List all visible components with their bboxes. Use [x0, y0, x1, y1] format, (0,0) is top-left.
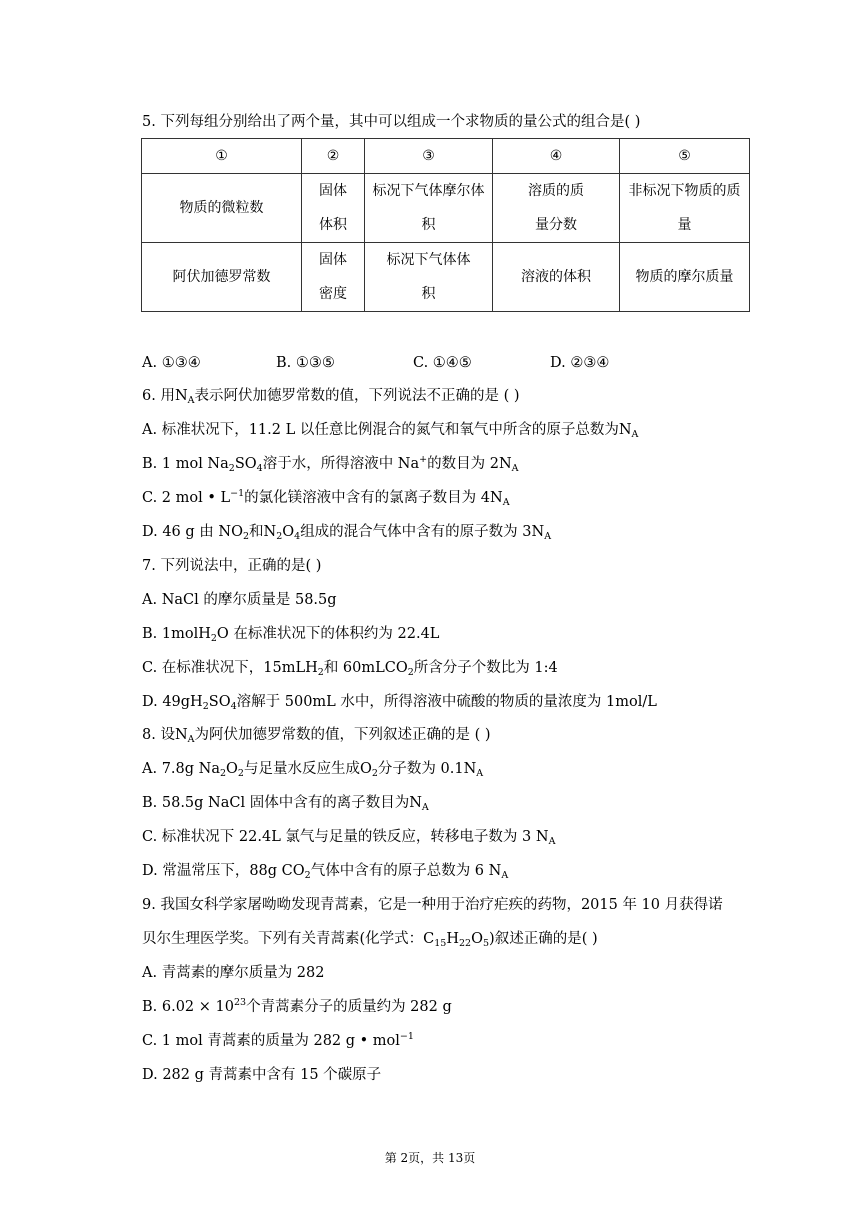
q5-options — [142, 352, 762, 374]
q5-option-d[interactable]: D. ②③④ — [550, 355, 610, 371]
table-cell: 固体密度 — [302, 243, 365, 312]
table-header-cell: ④ — [493, 139, 620, 174]
q8-option-a[interactable]: A. 7.8g $Na_2O_2$与足量水反应生成$O_2$分子数为 $0.1N_A$ — [142, 761, 484, 779]
q6-option-b[interactable]: B. 1 mol $Na_2SO_4$溶于水，所得溶液中 Na+的数目为 $2N_A$ — [142, 454, 519, 474]
q6-stem: 6. 用$N_A$表示阿伏加德罗常数的值，下列说法不正确的是 ( ) — [142, 388, 520, 406]
q7-stem: 7. 下列说法中，正确的是( ) — [142, 558, 322, 574]
q5-table — [141, 138, 750, 312]
table-cell: 固体体积 — [302, 174, 365, 243]
page-footer: 第 2页，共 13页 — [384, 1151, 476, 1165]
table-cell: 阿伏加德罗常数 — [142, 243, 302, 312]
q9-option-b[interactable]: B. $6.02 \times 10^{23}$个青蒿素分子的质量约为 282 g — [142, 997, 452, 1015]
q7-option-c[interactable]: C. 在标准状况下，15mLH$_2$和 60mLCO$_2$所含分子个数比为 1:4 — [142, 660, 558, 678]
table-cell: 标况下气体摩尔体积 — [365, 174, 493, 243]
table-cell: 溶液的体积 — [493, 243, 620, 312]
table-cell: 溶质的质量分数 — [493, 174, 620, 243]
q6-option-d[interactable]: D. 46 g 由 $NO_2$和$N_2O_4$组成的混合气体中含有的原子数为 $3N_A$ — [142, 524, 552, 542]
table-cell: 标况下气体体积 — [365, 243, 493, 312]
table-header-cell: ① — [142, 139, 302, 174]
q6-option-a[interactable]: A. 标准状况下，11.2 L 以任意比例混合的氮气和氧气中所含的原子总数为$N_A$ — [142, 422, 639, 440]
table-cell: 非标况下物质的质量 — [620, 174, 750, 243]
q5-option-a[interactable]: A. ①③④ — [142, 355, 201, 371]
q8-option-b[interactable]: B. 58.5g NaCl 固体中含有的离子数目为$N_A$ — [142, 795, 429, 813]
q9-option-c[interactable]: C. 1 mol 青蒿素的质量为 282 g • mol$^{-1}$ — [142, 1031, 414, 1049]
q5-option-b[interactable]: B. ①③⑤ — [276, 355, 335, 371]
table-row — [142, 174, 750, 243]
q6-option-c[interactable]: C. 2 mol • $L^{-1}$的氯化镁溶液中含有的氯离子数目为 $4N_A$ — [142, 488, 510, 508]
q9-option-d[interactable]: D. 282 g 青蒿素中含有 15 个碳原子 — [142, 1067, 382, 1083]
q5-option-c[interactable]: C. ①④⑤ — [413, 355, 472, 371]
table-header-cell: ② — [302, 139, 365, 174]
table-cell: 物质的摩尔质量 — [620, 243, 750, 312]
q8-option-c[interactable]: C. 标准状况下 22.4L 氯气与足量的铁反应，转移电子数为 3 $N_A$ — [142, 829, 556, 847]
q7-option-a[interactable]: A. NaCl 的摩尔质量是 58.5g — [142, 592, 337, 608]
q9-stem-line1: 9. 我国女科学家屠呦呦发现青蒿素，它是一种用于治疗疟疾的药物，2015 年 10 月获得诺 — [142, 897, 723, 913]
q9-stem-line2: 贝尔生理医学奖。下列有关青蒿素(化学式：$C_{15}H_{22}O_5$)叙述正确的是( ) — [142, 931, 598, 949]
table-cell: 物质的微粒数 — [142, 174, 302, 243]
q7-option-b[interactable]: B. 1molH$_2$O 在标准状况下的体积约为 22.4L — [142, 626, 440, 644]
q8-stem: 8. 设$N_A$为阿伏加德罗常数的值，下列叙述正确的是 ( ) — [142, 727, 491, 745]
table-header-row — [142, 139, 750, 174]
q7-option-d[interactable]: D. $49gH_2SO_4$溶解于 500mL 水中，所得溶液中硫酸的物质的量浓度为 1mol/L — [142, 694, 657, 712]
table-row — [142, 243, 750, 312]
table-header-cell: ③ — [365, 139, 493, 174]
q8-option-d[interactable]: D. 常温常压下，88g $CO_2$气体中含有的原子总数为 6 $N_A$ — [142, 863, 509, 881]
q9-option-a[interactable]: A. 青蒿素的摩尔质量为 282 — [142, 965, 325, 981]
q5-stem: 5. 下列每组分别给出了两个量，其中可以组成一个求物质的量公式的组合是( ) — [142, 114, 641, 130]
table-header-cell: ⑤ — [620, 139, 750, 174]
